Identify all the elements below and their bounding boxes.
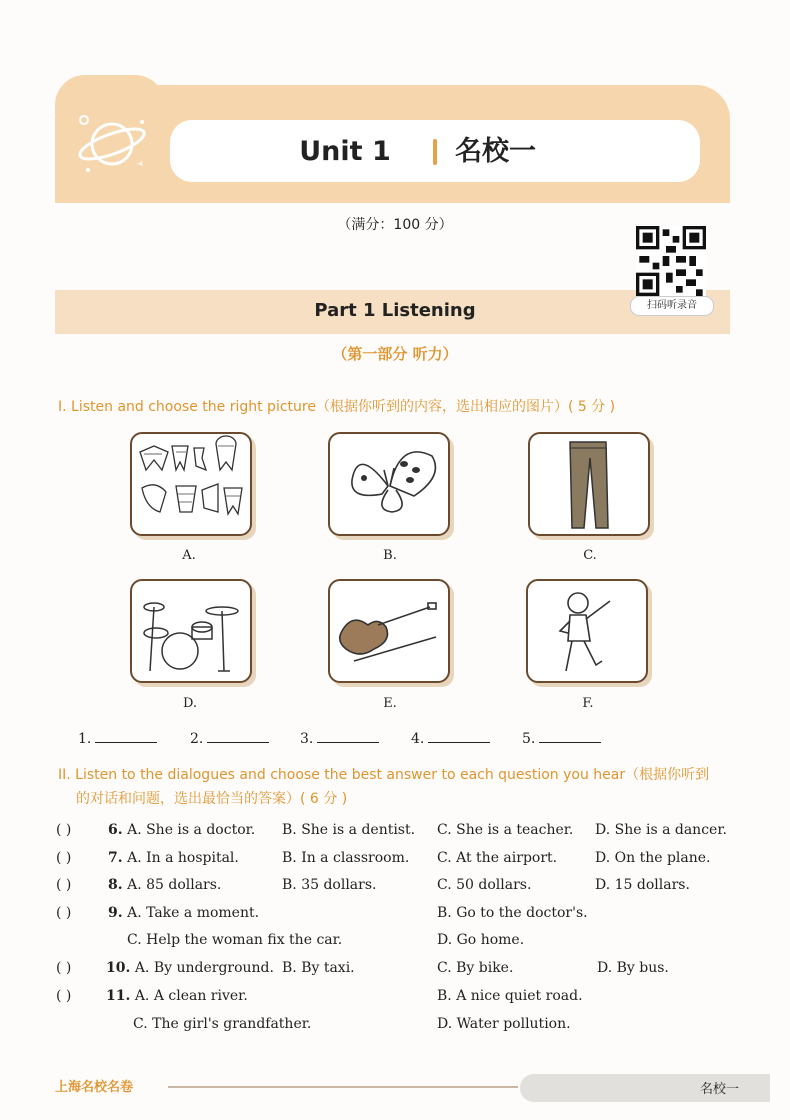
blank-number: 1. <box>78 731 92 747</box>
option-d: D. Water pollution. <box>437 1016 571 1032</box>
answer-paren-11[interactable]: ( ) <box>56 988 72 1004</box>
option-c: C. By bike. <box>437 960 514 976</box>
answer-blank-1[interactable] <box>78 728 157 747</box>
picture-f-label: F. <box>582 696 594 711</box>
part-subtitle: （第一部分 听力） <box>332 345 458 363</box>
question-number: 10. <box>106 960 131 976</box>
blank-line <box>95 728 157 743</box>
option-c: C. Help the woman fix the car. <box>127 932 343 948</box>
answer-paren-6[interactable]: ( ) <box>56 822 72 838</box>
picture-a-label: A. <box>182 548 196 563</box>
picture-d-label: D. <box>182 696 198 711</box>
blank-line <box>428 728 490 743</box>
option-b: B. She is a dentist. <box>282 822 416 838</box>
picture-e-label: E. <box>383 696 397 711</box>
qr-code-icon[interactable] <box>636 226 706 296</box>
blank-number: 2. <box>190 731 204 747</box>
footer-brand: 上海名校名卷 <box>55 1080 134 1095</box>
option-b: B. A nice quiet road. <box>437 988 583 1004</box>
option-a: A. 85 dollars. <box>127 877 222 893</box>
question-number: 8. <box>108 877 123 893</box>
question-number: 11. <box>106 988 131 1004</box>
picture-c-label: C. <box>583 548 597 563</box>
question-11 <box>106 988 248 1004</box>
question-9 <box>108 905 259 921</box>
answer-blank-3[interactable] <box>300 728 379 747</box>
question-7 <box>108 850 239 866</box>
option-b: B. In a classroom. <box>282 850 410 866</box>
option-d: D. On the plane. <box>595 850 711 866</box>
option-d: D. Go home. <box>437 932 525 948</box>
option-a: A. She is a doctor. <box>127 822 256 838</box>
planet-icon <box>72 108 152 180</box>
drum-kit-icon <box>132 581 250 681</box>
option-c: C. The girl's grandfather. <box>133 1016 312 1032</box>
option-a: A. Take a moment. <box>127 905 260 921</box>
blank-number: 4. <box>411 731 425 747</box>
full-score: （满分：100 分） <box>337 217 453 233</box>
qr-caption: 扫码听录音 <box>630 296 714 316</box>
option-c: C. At the airport. <box>437 850 558 866</box>
option-a: A. By underground. <box>134 960 274 976</box>
option-d: D. She is a dancer. <box>595 822 727 838</box>
section2-heading-line1: II. Listen to the dialogues and choose the best answer to each question you hear（根据你听到 <box>58 767 710 783</box>
trousers-icon <box>530 434 648 534</box>
blank-line <box>207 728 269 743</box>
picture-e[interactable] <box>328 579 450 683</box>
option-d: D. 15 dollars. <box>595 877 690 893</box>
option-a: A. In a hospital. <box>127 850 239 866</box>
title-separator <box>433 139 437 165</box>
answer-paren-10[interactable]: ( ) <box>56 960 72 976</box>
answer-paren-9[interactable]: ( ) <box>56 905 72 921</box>
question-10 <box>106 960 274 976</box>
option-a: A. A clean river. <box>134 988 248 1004</box>
section2-heading-line2: 的对话和问题，选出最恰当的答案）( 6 分 ) <box>76 791 348 807</box>
blank-number: 5. <box>522 731 536 747</box>
picture-a[interactable] <box>130 432 252 536</box>
picture-c[interactable] <box>528 432 650 536</box>
answer-paren-7[interactable]: ( ) <box>56 850 72 866</box>
picture-b-label: B. <box>383 548 397 563</box>
option-b: B. 35 dollars. <box>282 877 377 893</box>
answer-blank-5[interactable] <box>522 728 601 747</box>
question-number: 7. <box>108 850 123 866</box>
answer-paren-8[interactable]: ( ) <box>56 877 72 893</box>
answer-blank-4[interactable] <box>411 728 490 747</box>
question-number: 6. <box>108 822 123 838</box>
question-6 <box>108 822 255 838</box>
part-title: Part 1 Listening <box>314 300 476 321</box>
question-8 <box>108 877 221 893</box>
unit-title: Unit 1 <box>299 136 391 167</box>
footer-divider <box>168 1086 518 1088</box>
section1-heading: I. Listen and choose the right picture（根据你听到的内容，选出相应的图片）( 5 分 ) <box>58 399 616 415</box>
option-b: B. By taxi. <box>282 960 355 976</box>
option-d: D. By bus. <box>597 960 669 976</box>
option-b: B. Go to the doctor's. <box>437 905 588 921</box>
option-c: C. She is a teacher. <box>437 822 574 838</box>
scarves-icon <box>132 434 250 534</box>
school-title: 名校一 <box>455 136 536 167</box>
footer-section-label: 名校一 <box>700 1082 740 1097</box>
question-number: 9. <box>108 905 123 921</box>
violin-icon <box>330 581 448 681</box>
picture-f[interactable] <box>526 579 648 683</box>
picture-d[interactable] <box>130 579 252 683</box>
option-c: C. 50 dollars. <box>437 877 532 893</box>
blank-line <box>539 728 601 743</box>
blank-number: 3. <box>300 731 314 747</box>
dancing-boy-icon <box>528 581 646 681</box>
butterfly-icon <box>330 434 448 534</box>
blank-line <box>317 728 379 743</box>
picture-b[interactable] <box>328 432 450 536</box>
answer-blank-2[interactable] <box>190 728 269 747</box>
